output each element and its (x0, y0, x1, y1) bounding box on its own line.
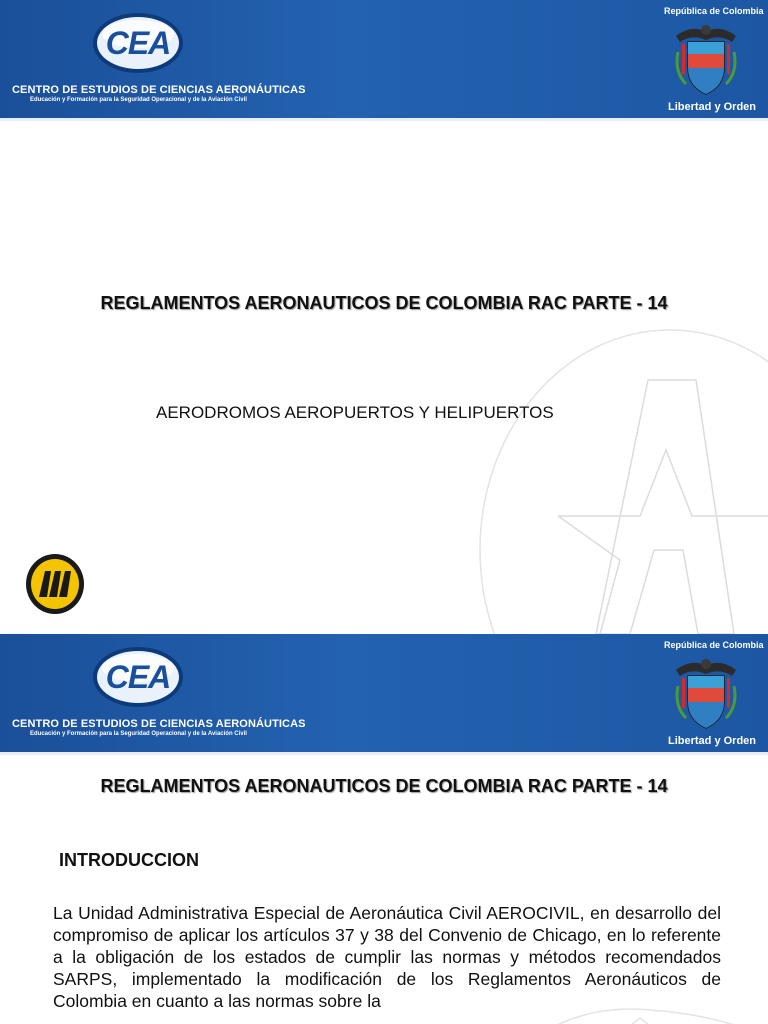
slide-2 (0, 634, 768, 1024)
banner-divider (0, 118, 768, 121)
intro-paragraph: La Unidad Administrativa Especial de Aeronáutica Civil AEROCIVIL, en desarrollo del compromiso de aplicar los artículos 37 y 38 del Convenio de Chicago, en lo referente a la obligación de los estados de cumplir las normas y métodos recomendados SARPS, implementado la modificación de los Reglamentos Aeronáuticos de Colombia en cuanto a las normas sobre la (53, 903, 721, 1011)
motto-label: Libertad y Orden (668, 735, 757, 747)
motto-label: Libertad y Orden (668, 101, 757, 113)
header-banner (0, 634, 768, 754)
slide-title: REGLAMENTOS AERONAUTICOS DE COLOMBIA RAC PARTE - 14 (100, 293, 668, 313)
cea-logo (92, 12, 184, 74)
banner-divider (0, 752, 768, 755)
colombia-coat-of-arms-icon (672, 22, 740, 98)
org-name: CENTRO DE ESTUDIOS DE CIENCIAS AERONÁUTICAS (12, 718, 306, 730)
cea-logo-text: CEA (105, 24, 171, 61)
slide-subtitle: AERODROMOS AEROPUERTOS Y HELIPUERTOS (156, 403, 554, 422)
m-logo-icon (25, 553, 85, 615)
aerocivil-a-star-watermark-icon (470, 320, 768, 634)
cea-logo (92, 646, 184, 708)
slide-title: REGLAMENTOS AERONAUTICOS DE COLOMBIA RAC PARTE - 14 (100, 776, 668, 796)
header-banner (0, 0, 768, 120)
colombia-coat-of-arms-icon (672, 656, 740, 732)
republic-label: República de Colombia (664, 6, 764, 16)
org-name: CENTRO DE ESTUDIOS DE CIENCIAS AERONÁUTICAS (12, 84, 306, 96)
republic-label: República de Colombia (664, 640, 764, 650)
cea-logo-text: CEA (105, 658, 171, 695)
org-subtitle: Educación y Formación para la Seguridad Operacional y de la Aviación Civil (30, 97, 247, 103)
section-heading: INTRODUCCION (59, 850, 199, 870)
org-subtitle: Educación y Formación para la Seguridad Operacional y de la Aviación Civil (30, 731, 247, 737)
